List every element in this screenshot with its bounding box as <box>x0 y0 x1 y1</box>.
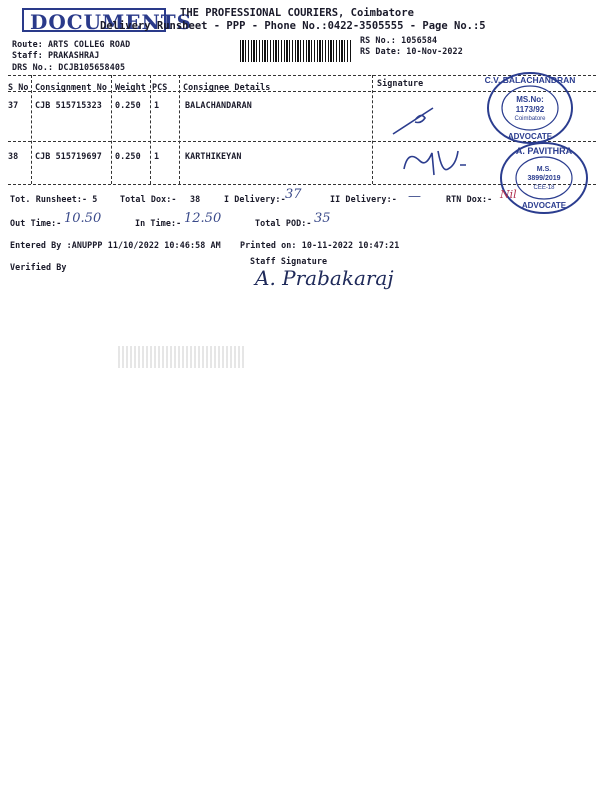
route-text: Route: ARTS COLLEG ROAD <box>12 39 131 49</box>
total-dox-value: 38 <box>190 194 201 204</box>
col-header-consignment: Consignment No <box>35 82 107 92</box>
col-divider <box>31 75 32 184</box>
row-consignment: CJB 515715323 <box>35 100 102 110</box>
i-delivery-label: I Delivery:- <box>224 194 286 204</box>
svg-text:M.S.: M.S. <box>536 166 552 173</box>
documents-stamp: DOCUMENTS <box>22 8 166 32</box>
signature-row-37 <box>385 100 455 140</box>
col-divider <box>111 75 112 184</box>
row-consignment: CJB 515719697 <box>35 151 102 161</box>
staff-text: Staff: PRAKASHRAJ <box>12 50 100 60</box>
rs-no: RS No.: 1056584 <box>360 35 438 45</box>
i-delivery-value: 37 <box>285 187 302 202</box>
svg-text:CEE-18: CEE-18 <box>533 185 555 191</box>
advocate-seal-pavithra <box>498 140 590 216</box>
rtn-dox-value: Nil <box>500 188 517 201</box>
signature-row-38 <box>398 143 478 183</box>
row-pcs: 1 <box>154 100 160 110</box>
total-pod-value: 35 <box>314 211 331 226</box>
company-title: THE PROFESSIONAL COURIERS, Coimbatore <box>180 7 414 19</box>
svg-text:ADVOCATE: ADVOCATE <box>521 201 567 210</box>
advocate-seal-balachandran <box>485 70 575 146</box>
col-header-weight: Weight <box>115 82 146 92</box>
in-time-label: In Time:- <box>135 218 182 228</box>
runsheet-subtitle: Delivery Runsheet - PPP - Phone No.:0422-3505555 - Page No.:5 <box>100 20 486 32</box>
faint-stamp-mark <box>118 346 246 368</box>
printed-on: Printed on: 10-11-2022 10:47:21 <box>240 240 400 250</box>
tot-runsheet: Tot. Runsheet:- 5 <box>10 194 98 204</box>
staff-signature-label: Staff Signature <box>250 256 328 266</box>
row-pcs: 1 <box>154 151 160 161</box>
out-time-value: 10.50 <box>64 211 102 226</box>
svg-text:MS.No:: MS.No: <box>516 95 544 104</box>
col-header-signature: Signature <box>377 78 424 88</box>
svg-text:ADVOCATE: ADVOCATE <box>507 132 553 141</box>
ii-delivery-label: II Delivery:- <box>330 194 397 204</box>
row-weight: 0.250 <box>115 100 141 110</box>
col-divider <box>179 75 180 184</box>
svg-text:3899/2019: 3899/2019 <box>527 175 561 182</box>
row-sno: 37 <box>8 100 19 110</box>
ii-delivery-value: — <box>408 189 421 204</box>
total-dox-label: Total Dox:- <box>120 194 177 204</box>
barcode <box>240 40 352 62</box>
row-consignee: BALACHANDARAN <box>185 100 252 110</box>
row-consignee: KARTHIKEYAN <box>185 151 242 161</box>
out-time-label: Out Time:- <box>10 218 62 228</box>
rtn-dox-label: RTN Dox:- <box>446 194 493 204</box>
svg-text:1173/92: 1173/92 <box>515 105 545 114</box>
in-time-value: 12.50 <box>184 211 222 226</box>
row-weight: 0.250 <box>115 151 141 161</box>
total-pod-label: Total POD:- <box>255 218 312 228</box>
verified-by: Verified By <box>10 262 67 272</box>
col-header-consignee: Consignee Details <box>183 82 271 92</box>
row-sno: 38 <box>8 151 19 161</box>
col-header-pcs: PCS <box>152 82 168 92</box>
drs-text: DRS No.: DCJB105658405 <box>12 62 126 72</box>
svg-text:A. PAVITHRA: A. PAVITHRA <box>515 146 573 156</box>
svg-text:Coimbatore: Coimbatore <box>514 116 546 122</box>
col-divider <box>372 75 373 184</box>
rs-date: RS Date: 10-Nov-2022 <box>360 46 463 56</box>
col-header-sno: S No <box>8 82 29 92</box>
seal-name: C.V. BALACHANDRAN <box>485 75 575 85</box>
entered-by: Entered By :ANUPPP 11/10/2022 10:46:58 AM <box>10 240 221 250</box>
staff-signature: A. Prabakaraj <box>255 266 394 290</box>
col-divider <box>150 75 151 184</box>
